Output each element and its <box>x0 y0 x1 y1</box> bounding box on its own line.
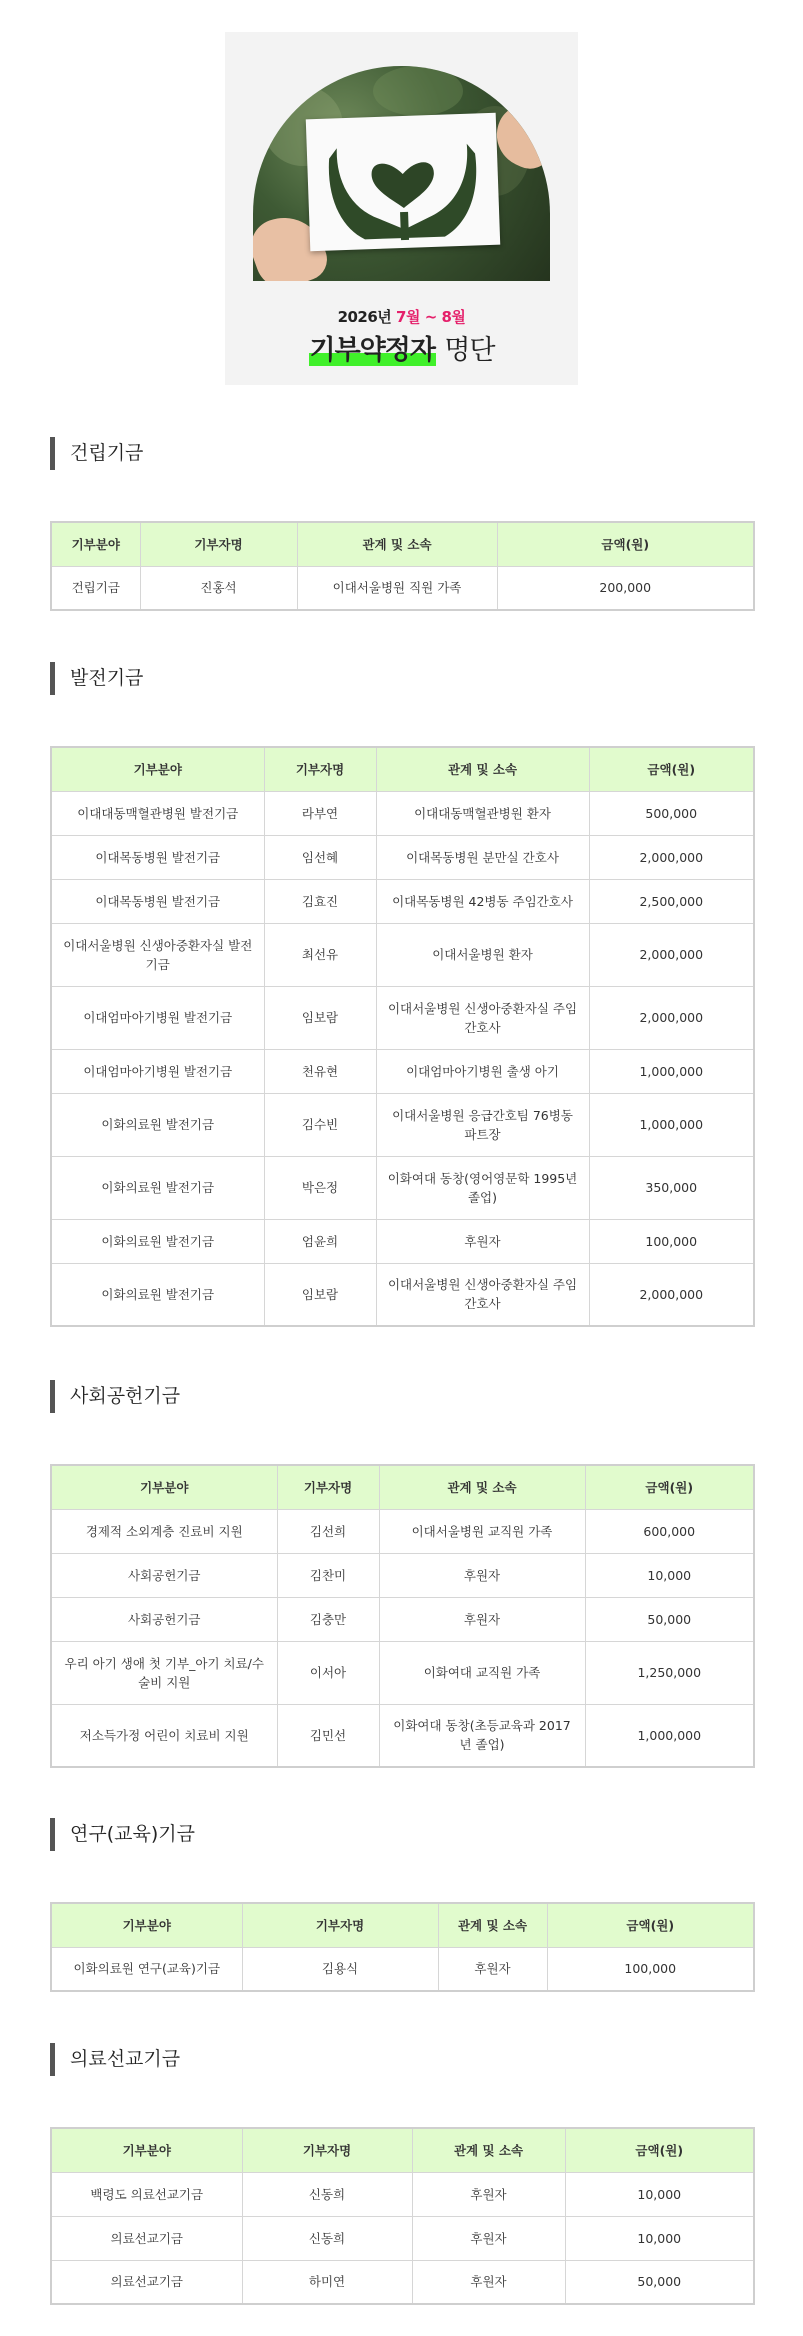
cell-amount: 10,000 <box>565 2172 754 2216</box>
table-row <box>51 2216 754 2260</box>
cell-relation: 이대서울병원 응급간호팀 76병동 파트장 <box>376 1093 589 1156</box>
cell-relation: 후원자 <box>379 1553 585 1597</box>
cell-relation: 후원자 <box>412 2260 565 2304</box>
cell-relation: 후원자 <box>379 1597 585 1641</box>
header-donor: 기부자명 <box>140 522 297 566</box>
cell-field: 사회공헌기금 <box>51 1553 277 1597</box>
cell-donor: 하미연 <box>242 2260 412 2304</box>
table-row <box>51 2172 754 2216</box>
cell-amount: 1,250,000 <box>585 1641 754 1704</box>
cell-relation: 이대서울병원 교직원 가족 <box>379 1509 585 1553</box>
section-title: 발전기금 <box>50 662 450 695</box>
cell-relation: 이화여대 교직원 가족 <box>379 1641 585 1704</box>
cell-amount: 100,000 <box>589 1219 754 1263</box>
cell-donor: 임선혜 <box>264 835 376 879</box>
section-title: 연구(교육)기금 <box>50 1818 450 1851</box>
cell-relation: 이대서울병원 직원 가족 <box>297 566 497 610</box>
heart-hands-card <box>306 113 500 252</box>
cell-amount: 600,000 <box>585 1509 754 1553</box>
cell-donor: 최선유 <box>264 923 376 986</box>
cell-donor: 김민선 <box>277 1704 379 1767</box>
header-donor: 기부자명 <box>242 1903 438 1947</box>
cell-field: 이화의료원 연구(교육)기금 <box>51 1947 242 1991</box>
cell-field: 이대목동병원 발전기금 <box>51 879 264 923</box>
cell-field: 이대서울병원 신생아중환자실 발전기금 <box>51 923 264 986</box>
cell-field: 사회공헌기금 <box>51 1597 277 1641</box>
cell-donor: 김충만 <box>277 1597 379 1641</box>
cell-relation: 이대서울병원 신생아중환자실 주임간호사 <box>376 986 589 1049</box>
cell-donor: 신동희 <box>242 2216 412 2260</box>
cell-donor: 진홍석 <box>140 566 297 610</box>
header-relation: 관계 및 소속 <box>379 1465 585 1509</box>
header-relation: 관계 및 소속 <box>438 1903 547 1947</box>
cell-relation: 이대엄마아기병원 출생 아기 <box>376 1049 589 1093</box>
section-title: 의료선교기금 <box>50 2043 450 2076</box>
table-row <box>51 1947 754 1991</box>
cell-relation: 후원자 <box>412 2216 565 2260</box>
cell-donor: 이서아 <box>277 1641 379 1704</box>
banner-title-rest: 명단 <box>444 335 495 366</box>
table-row <box>51 1597 754 1641</box>
cell-field: 이화의료원 발전기금 <box>51 1263 264 1326</box>
cell-field: 이화의료원 발전기금 <box>51 1093 264 1156</box>
donor-banner <box>225 32 578 385</box>
cell-field: 우리 아기 생애 첫 기부_아기 치료/수술비 지원 <box>51 1641 277 1704</box>
cell-field: 건립기금 <box>51 566 140 610</box>
section-title: 건립기금 <box>50 437 450 470</box>
header-field: 기부분야 <box>51 1465 277 1509</box>
cell-donor: 박은정 <box>264 1156 376 1219</box>
cell-amount: 2,000,000 <box>589 835 754 879</box>
cell-amount: 2,000,000 <box>589 986 754 1049</box>
donor-table <box>50 521 755 611</box>
heart-hands-icon <box>306 113 500 252</box>
header-amount: 금액(원) <box>497 522 754 566</box>
cell-donor: 엄윤희 <box>264 1219 376 1263</box>
cell-donor: 라부연 <box>264 791 376 835</box>
cell-relation: 이대서울병원 신생아중환자실 주임간호사 <box>376 1263 589 1326</box>
table-row <box>51 835 754 879</box>
cell-relation: 이화여대 동창(초등교육과 2017년 졸업) <box>379 1704 585 1767</box>
donor-table <box>50 1902 755 1992</box>
cell-relation: 이대목동병원 분만실 간호사 <box>376 835 589 879</box>
header-amount: 금액(원) <box>589 747 754 791</box>
cell-amount: 50,000 <box>565 2260 754 2304</box>
donor-table <box>50 1464 755 1768</box>
cell-amount: 2,500,000 <box>589 879 754 923</box>
table-row <box>51 1219 754 1263</box>
table-row <box>51 1156 754 1219</box>
cell-field: 이대대동맥혈관병원 발전기금 <box>51 791 264 835</box>
cell-field: 의료선교기금 <box>51 2216 242 2260</box>
table-row <box>51 879 754 923</box>
header-amount: 금액(원) <box>547 1903 754 1947</box>
cell-amount: 350,000 <box>589 1156 754 1219</box>
header-relation: 관계 및 소속 <box>376 747 589 791</box>
cell-amount: 1,000,000 <box>589 1093 754 1156</box>
table-row <box>51 1641 754 1704</box>
cell-donor: 김수빈 <box>264 1093 376 1156</box>
banner-date: 2026년 7월 ~ 8월 <box>337 308 466 326</box>
banner-title-highlight: 기부약정자 <box>309 335 435 366</box>
cell-relation: 이대대동맥혈관병원 환자 <box>376 791 589 835</box>
cell-donor: 천유현 <box>264 1049 376 1093</box>
cell-relation: 후원자 <box>412 2172 565 2216</box>
table-row <box>51 791 754 835</box>
cell-relation: 후원자 <box>376 1219 589 1263</box>
donor-table <box>50 746 755 1327</box>
header-field: 기부분야 <box>51 1903 242 1947</box>
cell-donor: 김선희 <box>277 1509 379 1553</box>
donor-table <box>50 2127 755 2305</box>
cell-amount: 500,000 <box>589 791 754 835</box>
banner-photo <box>253 66 550 281</box>
cell-field: 이화의료원 발전기금 <box>51 1156 264 1219</box>
table-row <box>51 986 754 1049</box>
table-header-row <box>51 2128 754 2172</box>
cell-amount: 200,000 <box>497 566 754 610</box>
cell-field: 이대엄마아기병원 발전기금 <box>51 1049 264 1093</box>
banner-title <box>225 328 578 367</box>
cell-amount: 10,000 <box>585 1553 754 1597</box>
cell-field: 이대엄마아기병원 발전기금 <box>51 986 264 1049</box>
header-amount: 금액(원) <box>565 2128 754 2172</box>
cell-relation: 이화여대 동창(영어영문학 1995년 졸업) <box>376 1156 589 1219</box>
cell-field: 이대목동병원 발전기금 <box>51 835 264 879</box>
table-row <box>51 566 754 610</box>
cell-donor: 김효진 <box>264 879 376 923</box>
banner-months: 7월 ~ 8월 <box>396 308 466 326</box>
table-row <box>51 1093 754 1156</box>
header-field: 기부분야 <box>51 747 264 791</box>
cell-amount: 50,000 <box>585 1597 754 1641</box>
cell-donor: 김용식 <box>242 1947 438 1991</box>
cell-amount: 2,000,000 <box>589 1263 754 1326</box>
cell-field: 저소득가정 어린이 치료비 지원 <box>51 1704 277 1767</box>
cell-donor: 김찬미 <box>277 1553 379 1597</box>
header-amount: 금액(원) <box>585 1465 754 1509</box>
cell-relation: 이대목동병원 42병동 주임간호사 <box>376 879 589 923</box>
cell-field: 이화의료원 발전기금 <box>51 1219 264 1263</box>
table-row <box>51 1553 754 1597</box>
cell-amount: 1,000,000 <box>585 1704 754 1767</box>
table-row <box>51 1704 754 1767</box>
header-donor: 기부자명 <box>264 747 376 791</box>
header-relation: 관계 및 소속 <box>412 2128 565 2172</box>
table-header-row <box>51 522 754 566</box>
table-row <box>51 1263 754 1326</box>
table-row <box>51 923 754 986</box>
cell-amount: 1,000,000 <box>589 1049 754 1093</box>
table-row <box>51 1509 754 1553</box>
cell-donor: 임보람 <box>264 986 376 1049</box>
cell-field: 백령도 의료선교기금 <box>51 2172 242 2216</box>
header-donor: 기부자명 <box>242 2128 412 2172</box>
cell-amount: 2,000,000 <box>589 923 754 986</box>
cell-field: 경제적 소외계층 진료비 지원 <box>51 1509 277 1553</box>
cell-field: 의료선교기금 <box>51 2260 242 2304</box>
header-relation: 관계 및 소속 <box>297 522 497 566</box>
section-title: 사회공헌기금 <box>50 1380 450 1413</box>
table-row <box>51 2260 754 2304</box>
header-field: 기부분야 <box>51 2128 242 2172</box>
table-header-row <box>51 1903 754 1947</box>
cell-relation: 이대서울병원 환자 <box>376 923 589 986</box>
table-header-row <box>51 1465 754 1509</box>
table-row <box>51 1049 754 1093</box>
header-field: 기부분야 <box>51 522 140 566</box>
table-header-row <box>51 747 754 791</box>
cell-relation: 후원자 <box>438 1947 547 1991</box>
cell-amount: 100,000 <box>547 1947 754 1991</box>
cell-amount: 10,000 <box>565 2216 754 2260</box>
cell-donor: 임보람 <box>264 1263 376 1326</box>
cell-donor: 신동희 <box>242 2172 412 2216</box>
header-donor: 기부자명 <box>277 1465 379 1509</box>
